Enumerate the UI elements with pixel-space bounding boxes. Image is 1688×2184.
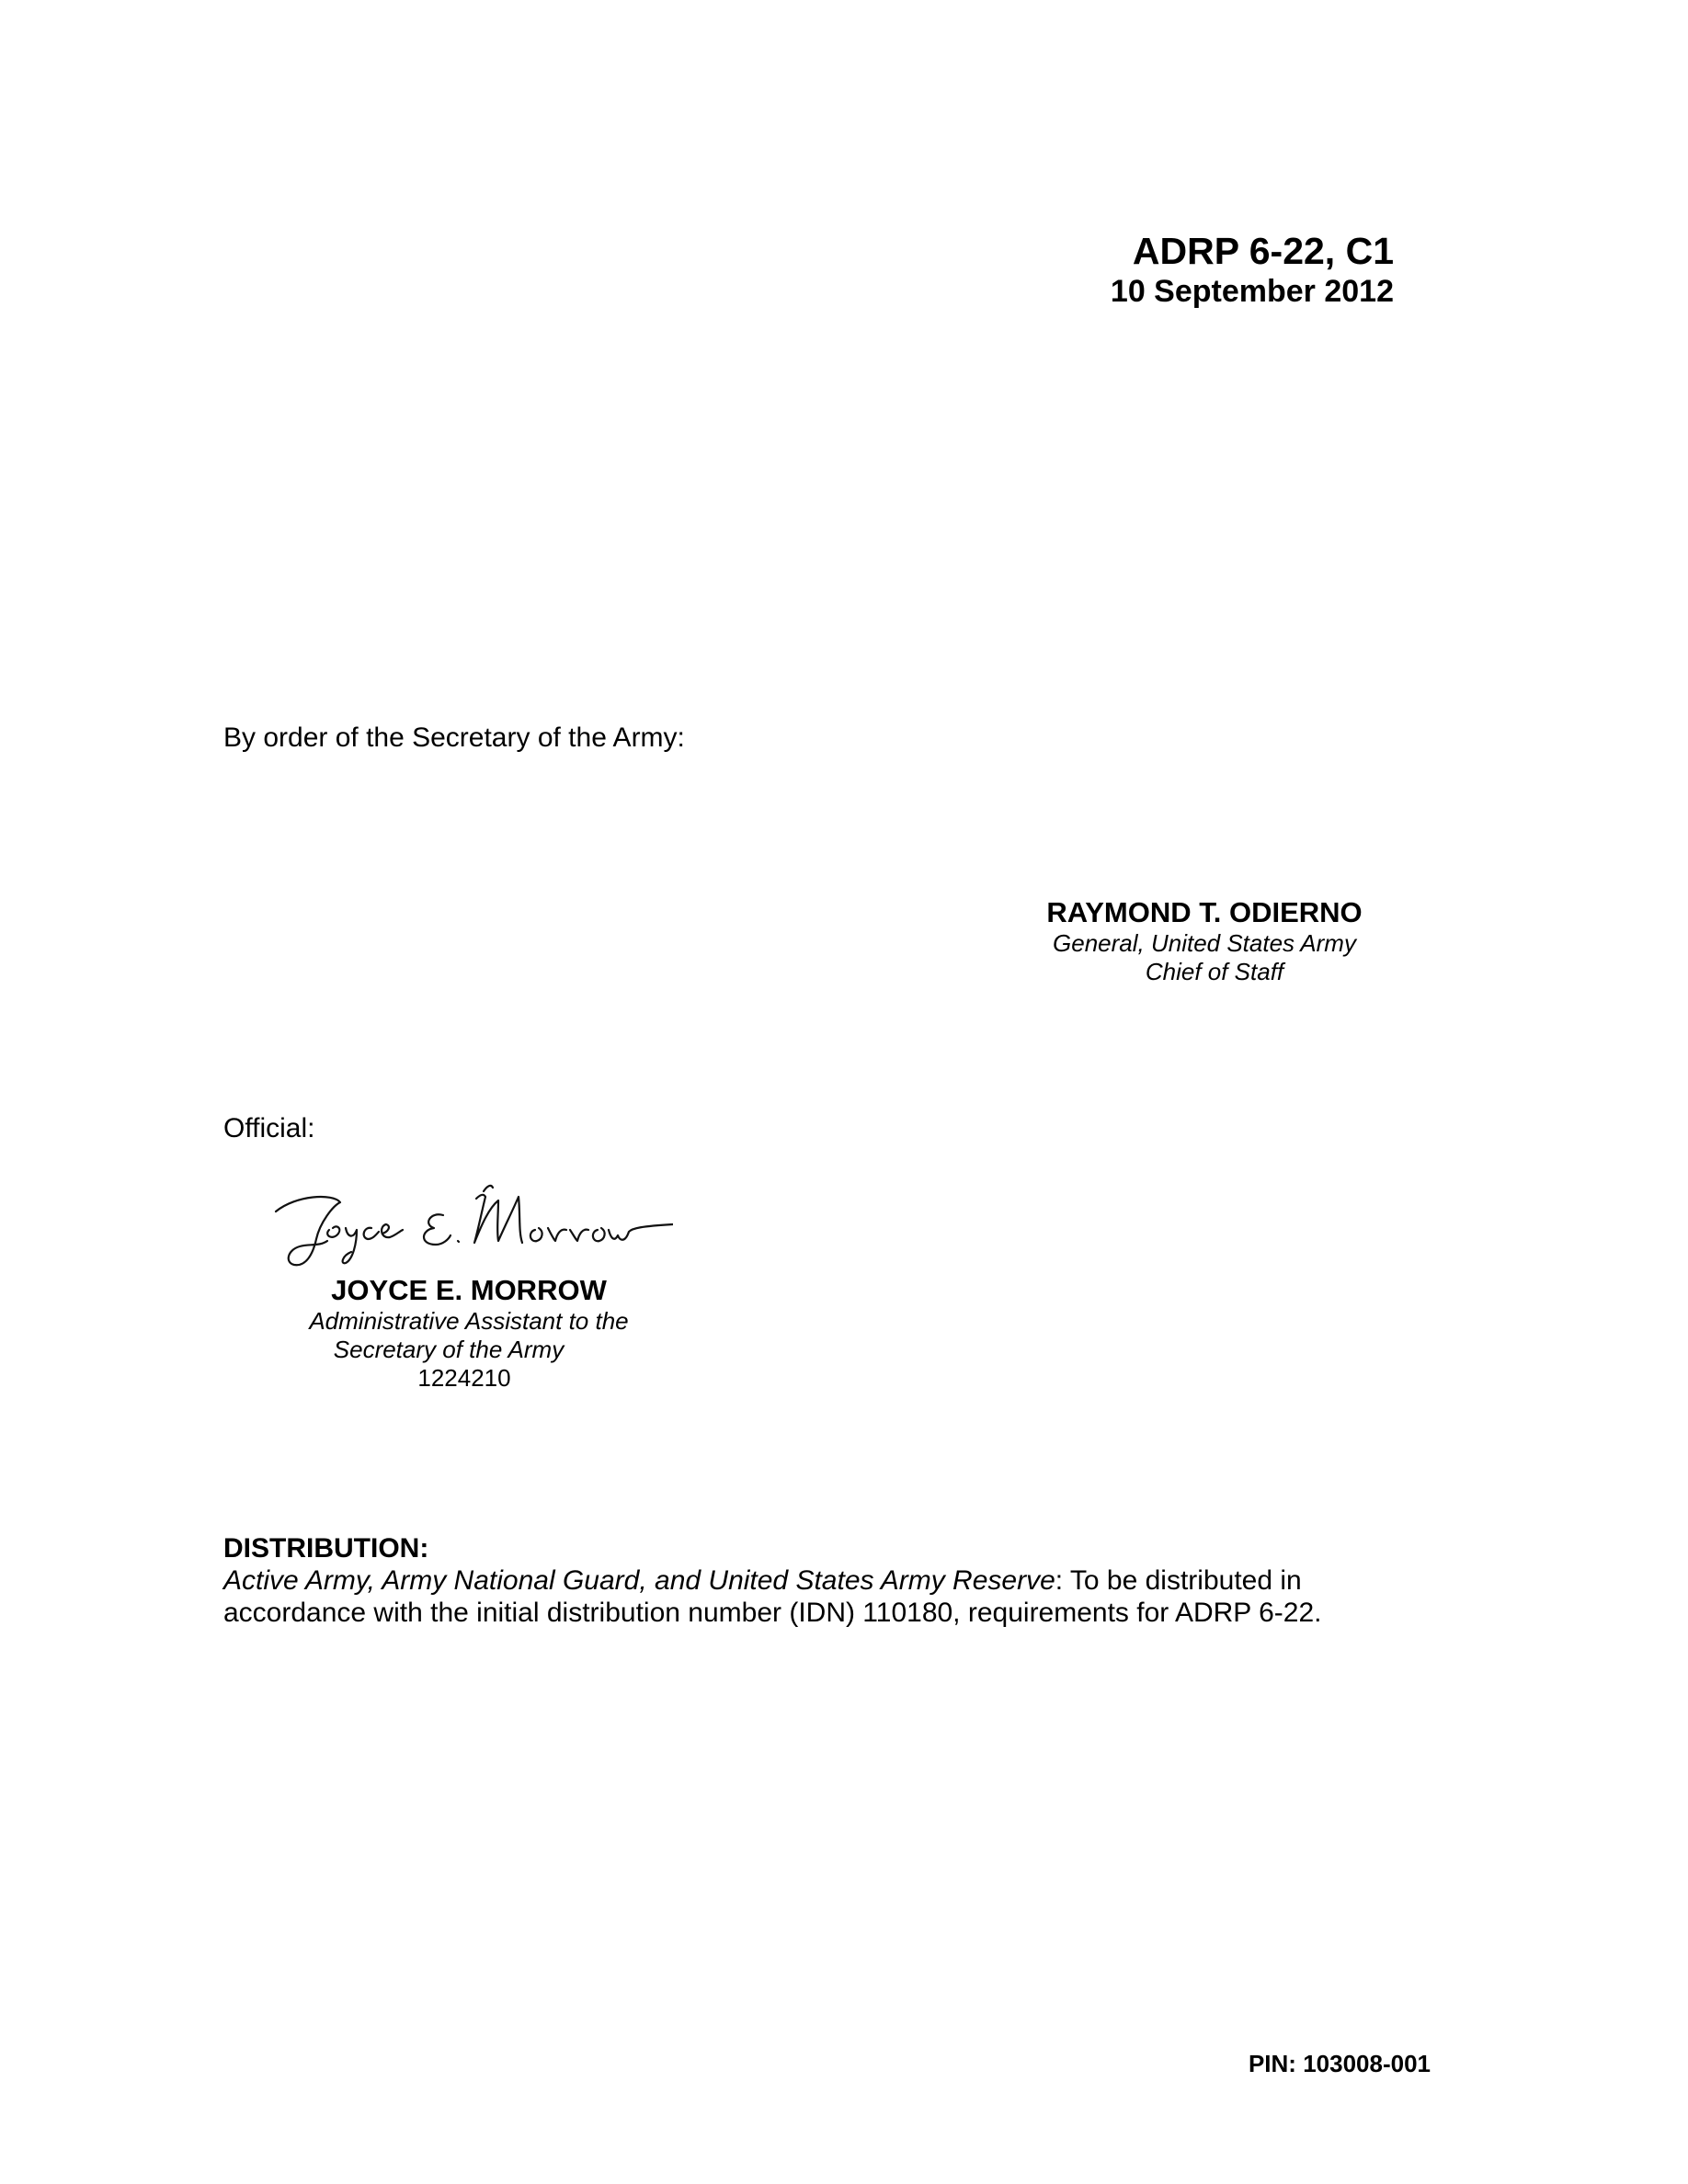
administrative-assistant-block	[276, 1274, 662, 1393]
chief-name: RAYMOND T. ODIERNO	[1046, 896, 1363, 928]
handwritten-signature	[268, 1175, 673, 1276]
admin-number: 1224210	[417, 1364, 511, 1392]
chief-title-line-1: General, United States Army	[1053, 929, 1356, 957]
chief-of-staff-block	[975, 896, 1434, 986]
distribution-text	[223, 1564, 1419, 1629]
by-order-line: By order of the Secretary of the Army:	[223, 722, 685, 753]
distribution-audience: Active Army, Army National Guard, and United States Army Reserve	[223, 1565, 1055, 1596]
distribution-heading: DISTRIBUTION:	[223, 1533, 429, 1564]
document-id: ADRP 6-22, C1	[1132, 230, 1394, 272]
admin-title-line-2: Secretary of the Army	[333, 1336, 565, 1363]
chief-title-line-2: Chief of Staff	[1145, 958, 1284, 985]
admin-title-line-1: Administrative Assistant to the	[309, 1307, 629, 1335]
pin-number: PIN: 103008-001	[1248, 2050, 1431, 2077]
distribution-text-part-1: : To be distributed in	[1055, 1565, 1302, 1596]
distribution-text-part-2: accordance with the initial distribution number (IDN) 110180, requirements for ADRP 6-22.	[223, 1598, 1322, 1628]
document-date: 10 September 2012	[1110, 274, 1394, 309]
official-label: Official:	[223, 1113, 315, 1143]
admin-name: JOYCE E. MORROW	[331, 1274, 607, 1306]
